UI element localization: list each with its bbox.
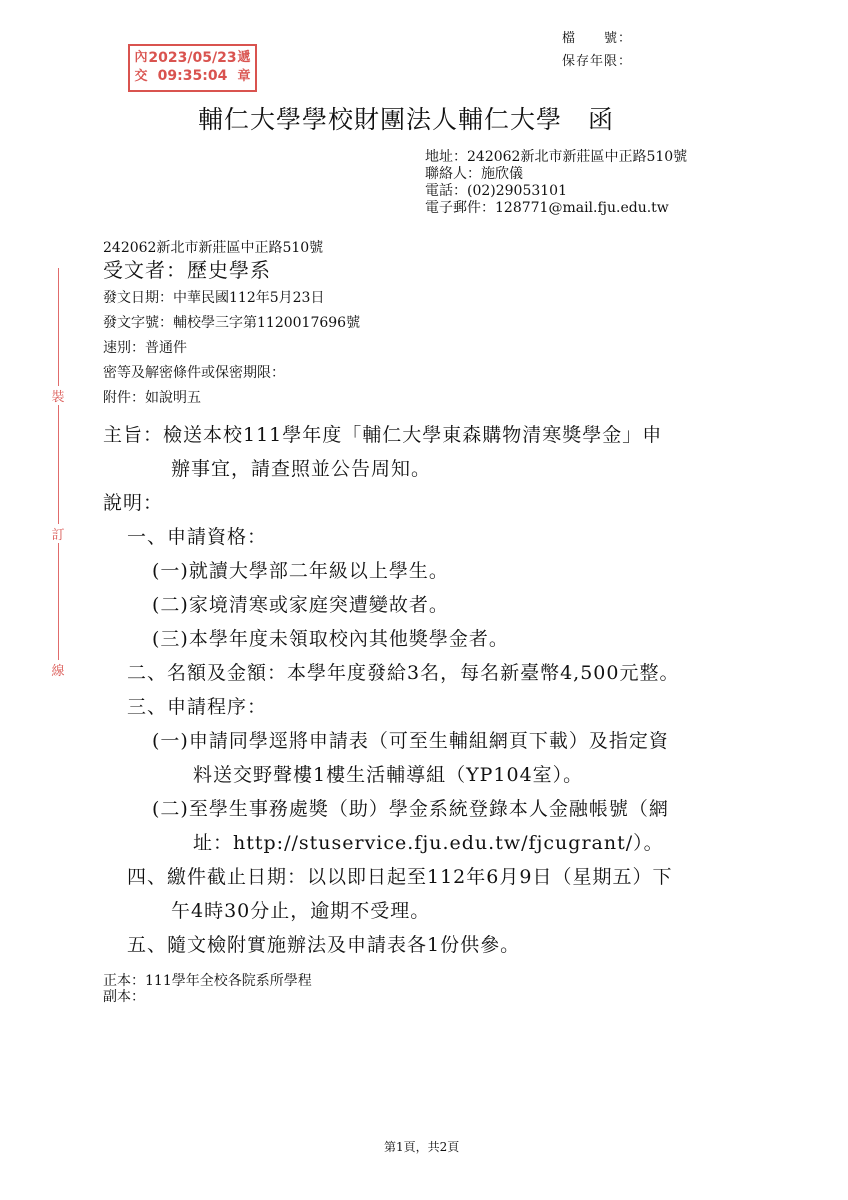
stamp-date: 2023/05/23 (148, 50, 237, 66)
retention-period-label: 保存年限： (562, 54, 633, 69)
section-5: 五、隨文檢附實施辦法及申請表各1份供參。 (127, 934, 521, 956)
contact-person: 聯絡人：施欣儀 (425, 166, 523, 182)
section-4-line-2: 午4時30分止，逾期不受理。 (171, 900, 431, 922)
section-1-item-a: (一)就讀大學部二年級以上學生。 (152, 560, 449, 582)
binding-line (58, 268, 59, 668)
section-3-item-b-line-1: (二)至學生事務處獎（助）學金系統登錄本人金融帳號（網 (152, 798, 669, 820)
explanation-label: 說明： (103, 492, 164, 514)
copy-recipients: 副本： (103, 989, 145, 1005)
page-number: 第1頁，共2頁 (384, 1140, 460, 1154)
archive-number-label: 檔 號： (562, 31, 633, 46)
binding-mark: 裝 (50, 386, 66, 405)
section-4-line-1: 四、繳件截止日期：以以即日起至112年6月9日（星期五）下 (127, 866, 673, 888)
binding-mark: 訂 (50, 524, 66, 543)
section-3-heading: 三、申請程序： (127, 696, 268, 718)
subject-line-2: 辦事宜，請查照並公告周知。 (171, 458, 432, 480)
delivery-speed: 速別：普通件 (103, 340, 187, 356)
issue-date: 發文日期：中華民國112年5月23日 (103, 290, 325, 306)
section-2: 二、名額及金額：本學年度發給3名，每名新臺幣4,500元整。 (127, 662, 680, 684)
stamp-time: 09:35:04 (157, 68, 228, 84)
contact-email: 電子郵件：128771@mail.fju.edu.tw (425, 200, 669, 216)
contact-address: 地址：242062新北市新莊區中正路510號 (425, 149, 688, 165)
binding-mark: 線 (50, 660, 66, 679)
subject-line-1: 主旨：檢送本校111學年度「輔仁大學東森購物清寒獎學金」申 (103, 424, 663, 446)
original-recipients: 正本：111學年全校各院系所學程 (103, 973, 312, 989)
recipient-address: 242062新北市新莊區中正路510號 (103, 240, 324, 256)
secrecy-level: 密等及解密條件或保密期限： (103, 365, 285, 381)
section-1-item-b: (二)家境清寒或家庭突遭變故者。 (152, 594, 449, 616)
contact-phone: 電話：(02)29053101 (425, 183, 567, 199)
section-1-heading: 一、申請資格： (127, 526, 268, 548)
recipient: 受文者：歷史學系 (103, 258, 271, 282)
stamp-right-text: 遞章 (237, 50, 251, 84)
section-3-item-a-line-2: 料送交野聲樓1樓生活輔導組（YP104室）。 (193, 764, 584, 786)
document-title: 輔仁大學學校財團法人輔仁大學 函 (198, 105, 615, 134)
section-1-item-c: (三)本學年度未領取校內其他獎學金者。 (152, 628, 509, 650)
issue-number: 發文字號：輔校學三字第1120017696號 (103, 315, 361, 331)
section-3-item-b-line-2: 址：http://stuservice.fju.edu.tw/fjcugrant/）。 (193, 832, 664, 854)
stamp-left-text: 內交 (134, 50, 148, 84)
section-3-item-a-line-1: (一)申請同學逕將申請表（可至生輔組網頁下載）及指定資 (152, 730, 669, 752)
attachment: 附件：如說明五 (103, 390, 201, 406)
receipt-stamp (128, 44, 257, 92)
